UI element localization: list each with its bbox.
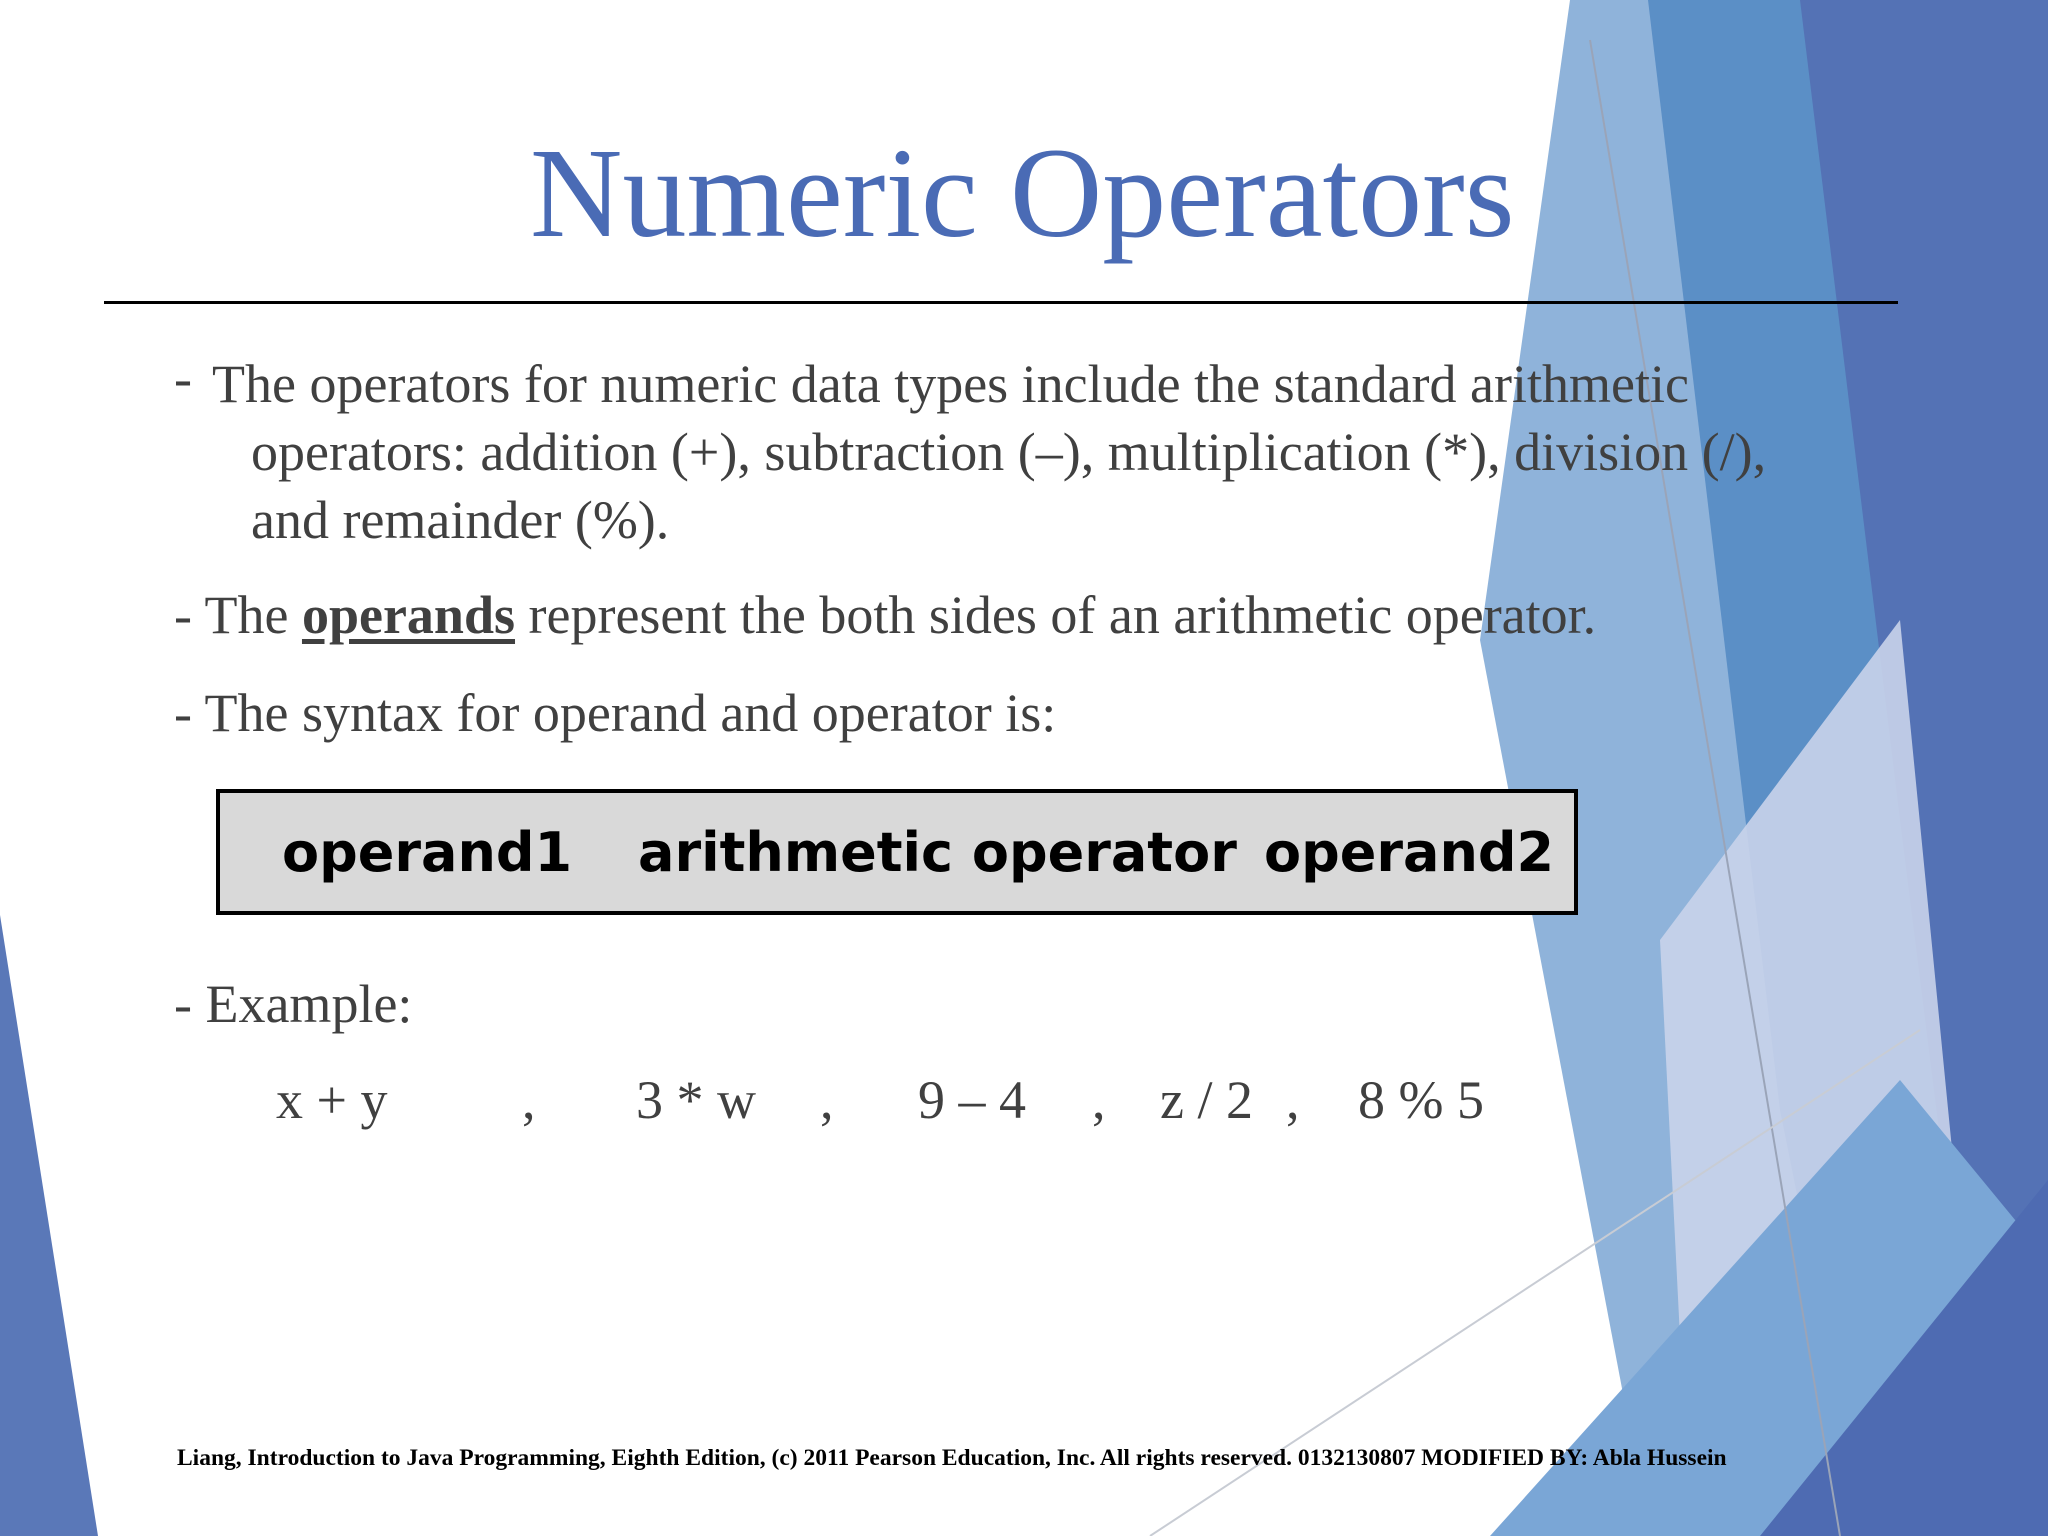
syntax-operator: arithmetic operator: [638, 821, 1237, 884]
footer-citation: Liang, Introduction to Java Programming, Eighth Edition, (c) 2011 Pearson Education, Inc. All rights reserved. 0132130807 MODIFIED BY: Abla Hussein: [177, 1445, 1727, 1471]
operands-emphasis: operands: [301, 585, 516, 645]
example-expression: 9 – 4: [918, 1070, 1026, 1130]
example-expression: z / 2: [1160, 1070, 1253, 1130]
syntax-operand1: operand1: [282, 821, 573, 884]
example-expression: x + y: [276, 1070, 388, 1130]
syntax-box: [216, 789, 1578, 915]
bullet-dash: -: [174, 348, 192, 408]
example-separator: ,: [820, 1070, 834, 1130]
operands-suffix: represent the both sides of an arithmetic operator.: [515, 585, 1597, 645]
example-expression: 8 % 5: [1358, 1070, 1484, 1130]
example-separator: ,: [522, 1070, 536, 1130]
bullet-operands: [174, 581, 1596, 649]
bullet-line-1: The operators for numeric data types include the standard arithmetic: [212, 354, 1689, 414]
title-divider: [104, 301, 1898, 304]
bullet-line-2: operators: addition (+), subtraction (–), multiplication (*), division (/),: [251, 422, 1767, 482]
example-expression: 3 * w: [636, 1070, 756, 1130]
left-accent-triangle: [0, 915, 98, 1536]
operands-prefix: - The: [174, 585, 302, 645]
syntax-operand2: operand2: [1264, 821, 1555, 884]
example-separator: ,: [1286, 1070, 1300, 1130]
example-separator: ,: [1092, 1070, 1106, 1130]
bullet-line-3: and remainder (%).: [251, 490, 670, 550]
bullet-example-label: - Example:: [174, 974, 413, 1034]
bullet-syntax-intro: - The syntax for operand and operator is:: [174, 683, 1057, 743]
bullet-arithmetic-operators: [174, 350, 1874, 554]
slide-title: Numeric Operators: [530, 122, 1515, 264]
